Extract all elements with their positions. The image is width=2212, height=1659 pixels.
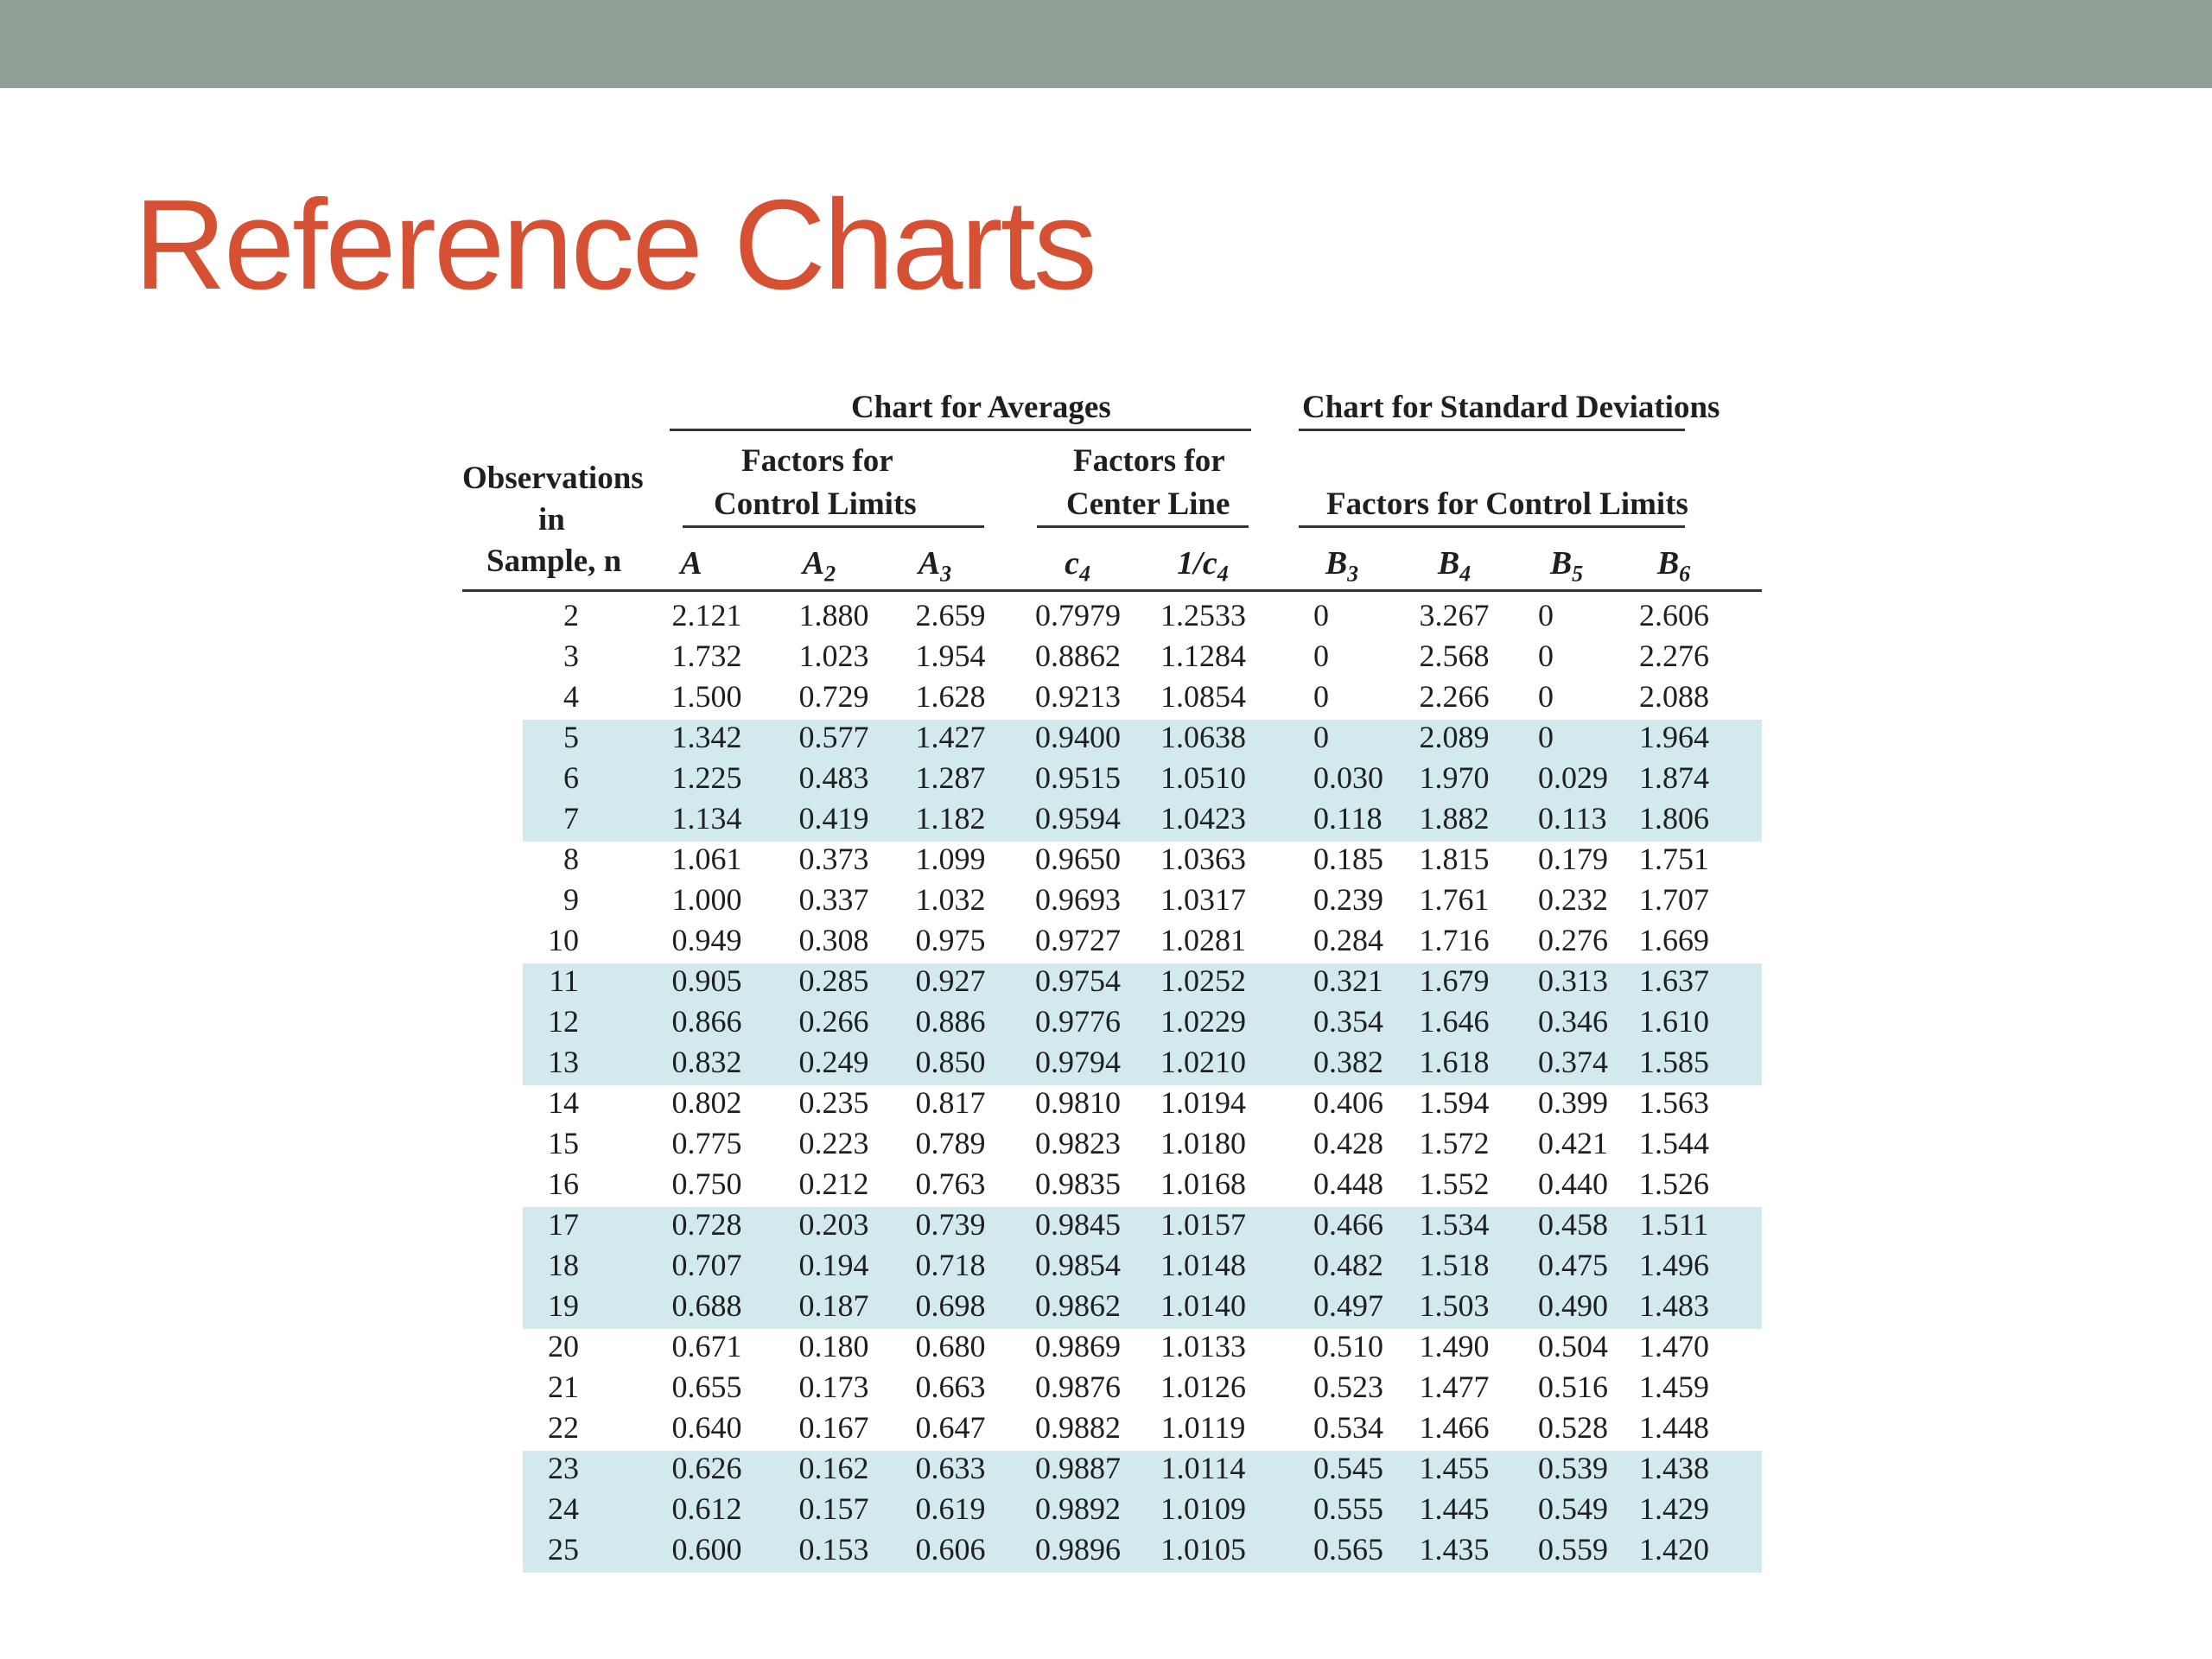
cell-A2: 0.577: [798, 720, 869, 754]
cell-B6: 1.874: [1639, 760, 1709, 795]
header-sample-n: Sample, n: [486, 543, 622, 579]
cell-n: 5: [563, 720, 579, 754]
cell-n: 9: [563, 882, 579, 917]
cell-B5: 0.029: [1538, 760, 1608, 795]
cell-B4: 1.572: [1419, 1126, 1490, 1160]
cell-A: 2.121: [671, 598, 742, 632]
cell-B5: 0.504: [1538, 1329, 1608, 1363]
cell-1-over-c4: 1.2533: [1160, 598, 1246, 632]
table-row: [462, 920, 1762, 961]
cell-1-over-c4: 1.0423: [1160, 801, 1246, 836]
cell-1-over-c4: 1.0133: [1160, 1329, 1246, 1363]
table-row: [462, 880, 1762, 920]
cell-A: 1.134: [671, 801, 742, 836]
cell-A3: 0.886: [915, 1004, 986, 1039]
colhead-B5: $B_5$: [1549, 545, 1584, 587]
cell-A2: 0.249: [798, 1045, 869, 1079]
cell-B5: 0.346: [1538, 1004, 1608, 1039]
cell-B3: 0: [1313, 720, 1329, 754]
cell-B3: 0.482: [1313, 1248, 1383, 1282]
cell-1-over-c4: 1.0126: [1160, 1370, 1246, 1404]
cell-B6: 1.496: [1639, 1248, 1709, 1282]
cell-A3: 0.647: [915, 1410, 986, 1445]
cell-B4: 2.568: [1419, 639, 1490, 673]
cell-A: 1.342: [671, 720, 742, 754]
cell-B3: 0.565: [1313, 1532, 1383, 1567]
cell-B4: 1.466: [1419, 1410, 1490, 1445]
table-row: [462, 717, 1762, 758]
cell-n: 3: [563, 639, 579, 673]
rule-control-limits: [683, 525, 984, 528]
cell-A3: 0.817: [915, 1085, 986, 1120]
cell-B3: 0.428: [1313, 1126, 1383, 1160]
cell-c4: 0.7979: [1035, 598, 1121, 632]
cell-B5: 0.490: [1538, 1288, 1608, 1323]
cell-B4: 2.089: [1419, 720, 1490, 754]
cell-B3: 0.497: [1313, 1288, 1383, 1323]
cell-c4: 0.9693: [1035, 882, 1121, 917]
table-row: [462, 1529, 1762, 1570]
cell-B4: 3.267: [1419, 598, 1490, 632]
cell-n: 2: [563, 598, 579, 632]
cell-A3: 0.606: [915, 1532, 986, 1567]
rule-factors-control-limits-std: [1299, 525, 1685, 528]
cell-A2: 0.235: [798, 1085, 869, 1120]
cell-B6: 2.088: [1639, 679, 1709, 714]
cell-A3: 0.619: [915, 1491, 986, 1526]
table-row: [462, 1001, 1762, 1042]
cell-1-over-c4: 1.0510: [1160, 760, 1246, 795]
cell-B3: 0.030: [1313, 760, 1383, 795]
cell-A: 0.612: [671, 1491, 742, 1526]
cell-A2: 0.203: [798, 1207, 869, 1242]
cell-B6: 1.637: [1639, 963, 1709, 998]
cell-n: 17: [548, 1207, 579, 1242]
cell-A3: 0.698: [915, 1288, 986, 1323]
cell-B5: 0.374: [1538, 1045, 1608, 1079]
header-factors-for-center: Factors for: [1073, 443, 1225, 479]
rule-stddev: [1299, 429, 1685, 431]
cell-n: 23: [548, 1451, 579, 1485]
cell-A2: 0.162: [798, 1451, 869, 1485]
table-row: [462, 1083, 1762, 1123]
cell-B5: 0.179: [1538, 842, 1608, 876]
cell-c4: 0.9794: [1035, 1045, 1121, 1079]
cell-B3: 0.555: [1313, 1491, 1383, 1526]
cell-c4: 0.9810: [1035, 1085, 1121, 1120]
cell-1-over-c4: 1.0157: [1160, 1207, 1246, 1242]
cell-A3: 1.099: [915, 842, 986, 876]
cell-c4: 0.9876: [1035, 1370, 1121, 1404]
cell-A2: 0.373: [798, 842, 869, 876]
header-chart-stddev: Chart for Standard Deviations: [1302, 390, 1720, 425]
table-row: [462, 798, 1762, 839]
cell-B6: 1.563: [1639, 1085, 1709, 1120]
cell-A2: 0.266: [798, 1004, 869, 1039]
cell-B4: 1.552: [1419, 1166, 1490, 1201]
header-observations: Observations: [462, 461, 644, 496]
table-row: [462, 1367, 1762, 1408]
cell-B3: 0.382: [1313, 1045, 1383, 1079]
cell-B4: 1.716: [1419, 923, 1490, 957]
cell-B5: 0: [1538, 720, 1554, 754]
table-row: [462, 961, 1762, 1001]
table-row: [462, 595, 1762, 636]
table-row: [462, 1042, 1762, 1083]
cell-A2: 0.212: [798, 1166, 869, 1201]
cell-B5: 0.232: [1538, 882, 1608, 917]
colhead-A: A: [680, 545, 702, 582]
cell-A: 1.061: [671, 842, 742, 876]
cell-A2: 0.194: [798, 1248, 869, 1282]
cell-n: 13: [548, 1045, 579, 1079]
cell-c4: 0.9727: [1035, 923, 1121, 957]
cell-A3: 1.954: [915, 639, 986, 673]
cell-1-over-c4: 1.0317: [1160, 882, 1246, 917]
cell-A: 0.728: [671, 1207, 742, 1242]
cell-B5: 0.421: [1538, 1126, 1608, 1160]
table-row: [462, 1205, 1762, 1245]
top-accent-bar: [0, 0, 2212, 88]
colhead-B4: $B_4$: [1437, 545, 1471, 587]
cell-c4: 0.9776: [1035, 1004, 1121, 1039]
cell-A3: 0.663: [915, 1370, 986, 1404]
cell-A: 0.750: [671, 1166, 742, 1201]
cell-B3: 0.185: [1313, 842, 1383, 876]
cell-B3: 0.510: [1313, 1329, 1383, 1363]
cell-B5: 0.528: [1538, 1410, 1608, 1445]
table-row: [462, 839, 1762, 880]
cell-n: 22: [548, 1410, 579, 1445]
table-row: [462, 1245, 1762, 1286]
cell-B3: 0.406: [1313, 1085, 1383, 1120]
cell-A2: 0.223: [798, 1126, 869, 1160]
cell-B4: 1.503: [1419, 1288, 1490, 1323]
cell-B5: 0.440: [1538, 1166, 1608, 1201]
header-control-limits: Control Limits: [714, 486, 917, 522]
cell-B4: 1.534: [1419, 1207, 1490, 1242]
cell-B6: 1.585: [1639, 1045, 1709, 1079]
cell-c4: 0.9882: [1035, 1410, 1121, 1445]
cell-B6: 2.606: [1639, 598, 1709, 632]
cell-c4: 0.9823: [1035, 1126, 1121, 1160]
cell-c4: 0.9862: [1035, 1288, 1121, 1323]
cell-A2: 0.285: [798, 963, 869, 998]
cell-A3: 0.633: [915, 1451, 986, 1485]
table-row: [462, 1286, 1762, 1326]
cell-A3: 0.927: [915, 963, 986, 998]
cell-n: 7: [563, 801, 579, 836]
cell-B4: 2.266: [1419, 679, 1490, 714]
cell-A3: 0.718: [915, 1248, 986, 1282]
cell-B3: 0.118: [1313, 801, 1382, 836]
cell-n: 8: [563, 842, 579, 876]
cell-A3: 1.427: [915, 720, 986, 754]
cell-A2: 1.023: [798, 639, 869, 673]
cell-A: 0.775: [671, 1126, 742, 1160]
cell-1-over-c4: 1.0229: [1160, 1004, 1246, 1039]
cell-B6: 1.429: [1639, 1491, 1709, 1526]
cell-n: 15: [548, 1126, 579, 1160]
cell-c4: 0.9887: [1035, 1451, 1121, 1485]
cell-A2: 0.167: [798, 1410, 869, 1445]
cell-B5: 0.549: [1538, 1491, 1608, 1526]
cell-n: 16: [548, 1166, 579, 1201]
cell-B6: 1.806: [1639, 801, 1709, 836]
cell-A2: 0.729: [798, 679, 869, 714]
cell-B6: 2.276: [1639, 639, 1709, 673]
cell-1-over-c4: 1.0252: [1160, 963, 1246, 998]
cell-B5: 0.113: [1538, 801, 1607, 836]
cell-n: 19: [548, 1288, 579, 1323]
cell-B3: 0.545: [1313, 1451, 1383, 1485]
cell-B5: 0.399: [1538, 1085, 1608, 1120]
colhead-c4: $c_4$: [1065, 545, 1090, 587]
cell-n: 21: [548, 1370, 579, 1404]
cell-A: 0.671: [671, 1329, 742, 1363]
colhead-B3: $B_3$: [1325, 545, 1359, 587]
cell-n: 12: [548, 1004, 579, 1039]
cell-A3: 1.287: [915, 760, 986, 795]
cell-c4: 0.9869: [1035, 1329, 1121, 1363]
cell-A: 0.707: [671, 1248, 742, 1282]
cell-B4: 1.455: [1419, 1451, 1490, 1485]
cell-c4: 0.9845: [1035, 1207, 1121, 1242]
cell-c4: 0.9835: [1035, 1166, 1121, 1201]
cell-A: 0.905: [671, 963, 742, 998]
cell-B4: 1.815: [1419, 842, 1490, 876]
cell-B5: 0.559: [1538, 1532, 1608, 1567]
cell-B4: 1.882: [1419, 801, 1490, 836]
cell-A3: 2.659: [915, 598, 986, 632]
colhead-1-over-c4: $1/c_4$: [1177, 545, 1229, 587]
cell-B3: 0.534: [1313, 1410, 1383, 1445]
table-row: [462, 1489, 1762, 1529]
cell-n: 14: [548, 1085, 579, 1120]
cell-B4: 1.970: [1419, 760, 1490, 795]
cell-c4: 0.9650: [1035, 842, 1121, 876]
cell-c4: 0.9892: [1035, 1491, 1121, 1526]
cell-B3: 0.448: [1313, 1166, 1383, 1201]
cell-B4: 1.477: [1419, 1370, 1490, 1404]
cell-B5: 0: [1538, 639, 1554, 673]
cell-B5: 0.313: [1538, 963, 1608, 998]
cell-B6: 1.526: [1639, 1166, 1709, 1201]
table-row: [462, 636, 1762, 677]
cell-A2: 0.180: [798, 1329, 869, 1363]
cell-B6: 1.483: [1639, 1288, 1709, 1323]
cell-B6: 1.964: [1639, 720, 1709, 754]
cell-B3: 0.466: [1313, 1207, 1383, 1242]
cell-c4: 0.9594: [1035, 801, 1121, 836]
cell-B4: 1.618: [1419, 1045, 1490, 1079]
cell-c4: 0.9896: [1035, 1532, 1121, 1567]
rule-header-bottom: [462, 589, 1762, 592]
cell-B6: 1.459: [1639, 1370, 1709, 1404]
cell-B6: 1.448: [1639, 1410, 1709, 1445]
table-row: [462, 758, 1762, 798]
cell-c4: 0.9213: [1035, 679, 1121, 714]
cell-A3: 0.850: [915, 1045, 986, 1079]
rule-averages: [670, 429, 1251, 431]
cell-n: 20: [548, 1329, 579, 1363]
cell-1-over-c4: 1.0194: [1160, 1085, 1246, 1120]
cell-A2: 0.173: [798, 1370, 869, 1404]
cell-n: 11: [549, 963, 579, 998]
cell-A: 0.832: [671, 1045, 742, 1079]
cell-1-over-c4: 1.0168: [1160, 1166, 1246, 1201]
header-center-line: Center Line: [1066, 486, 1230, 522]
cell-B4: 1.518: [1419, 1248, 1490, 1282]
cell-n: 25: [548, 1532, 579, 1567]
cell-A3: 0.680: [915, 1329, 986, 1363]
cell-B4: 1.761: [1419, 882, 1490, 917]
cell-B4: 1.679: [1419, 963, 1490, 998]
cell-B3: 0.354: [1313, 1004, 1383, 1039]
cell-1-over-c4: 1.0148: [1160, 1248, 1246, 1282]
cell-B6: 1.511: [1639, 1207, 1709, 1242]
cell-A: 0.626: [671, 1451, 742, 1485]
cell-B4: 1.490: [1419, 1329, 1490, 1363]
cell-1-over-c4: 1.0281: [1160, 923, 1246, 957]
cell-A2: 0.419: [798, 801, 869, 836]
cell-c4: 0.8862: [1035, 639, 1121, 673]
cell-A2: 0.157: [798, 1491, 869, 1526]
table-row: [462, 1123, 1762, 1164]
header-in: in: [538, 502, 565, 537]
cell-B3: 0.284: [1313, 923, 1383, 957]
cell-1-over-c4: 1.0210: [1160, 1045, 1246, 1079]
cell-A2: 1.880: [798, 598, 869, 632]
cell-n: 18: [548, 1248, 579, 1282]
cell-1-over-c4: 1.0105: [1160, 1532, 1246, 1567]
cell-A: 1.732: [671, 639, 742, 673]
cell-B5: 0.475: [1538, 1248, 1608, 1282]
cell-1-over-c4: 1.0638: [1160, 720, 1246, 754]
cell-B3: 0: [1313, 639, 1329, 673]
rule-center-line: [1037, 525, 1249, 528]
cell-A3: 1.182: [915, 801, 986, 836]
cell-A: 0.802: [671, 1085, 742, 1120]
cell-A3: 0.975: [915, 923, 986, 957]
cell-A2: 0.483: [798, 760, 869, 795]
cell-A3: 1.628: [915, 679, 986, 714]
cell-1-over-c4: 1.0854: [1160, 679, 1246, 714]
cell-A2: 0.153: [798, 1532, 869, 1567]
cell-B3: 0: [1313, 598, 1329, 632]
cell-B6: 1.610: [1639, 1004, 1709, 1039]
cell-B3: 0.239: [1313, 882, 1383, 917]
cell-B4: 1.594: [1419, 1085, 1490, 1120]
cell-B6: 1.751: [1639, 842, 1709, 876]
cell-A2: 0.337: [798, 882, 869, 917]
cell-c4: 0.9515: [1035, 760, 1121, 795]
cell-B3: 0.523: [1313, 1370, 1383, 1404]
cell-A: 1.225: [671, 760, 742, 795]
cell-n: 6: [563, 760, 579, 795]
cell-n: 4: [563, 679, 579, 714]
cell-B5: 0.458: [1538, 1207, 1608, 1242]
header-chart-averages: Chart for Averages: [851, 390, 1111, 425]
table-row: [462, 1448, 1762, 1489]
header-factors-for-control: Factors for: [741, 443, 893, 479]
cell-B5: 0: [1538, 679, 1554, 714]
cell-B4: 1.435: [1419, 1532, 1490, 1567]
cell-A3: 0.789: [915, 1126, 986, 1160]
cell-c4: 0.9854: [1035, 1248, 1121, 1282]
cell-B5: 0.516: [1538, 1370, 1608, 1404]
cell-A: 0.655: [671, 1370, 742, 1404]
cell-c4: 0.9400: [1035, 720, 1121, 754]
cell-B6: 1.669: [1639, 923, 1709, 957]
table-row: [462, 1326, 1762, 1367]
cell-1-over-c4: 1.0109: [1160, 1491, 1246, 1526]
cell-A: 1.500: [671, 679, 742, 714]
cell-A: 0.640: [671, 1410, 742, 1445]
cell-A: 1.000: [671, 882, 742, 917]
cell-B6: 1.420: [1639, 1532, 1709, 1567]
cell-n: 24: [548, 1491, 579, 1526]
cell-1-over-c4: 1.0114: [1160, 1451, 1246, 1485]
table-row: [462, 1164, 1762, 1205]
cell-B6: 1.544: [1639, 1126, 1709, 1160]
control-chart-factors-table: [462, 380, 1762, 1573]
cell-B5: 0.276: [1538, 923, 1608, 957]
cell-A: 0.949: [671, 923, 742, 957]
cell-B6: 1.470: [1639, 1329, 1709, 1363]
cell-B4: 1.445: [1419, 1491, 1490, 1526]
cell-1-over-c4: 1.0363: [1160, 842, 1246, 876]
cell-B4: 1.646: [1419, 1004, 1490, 1039]
cell-B5: 0: [1538, 598, 1554, 632]
cell-B6: 1.438: [1639, 1451, 1709, 1485]
cell-1-over-c4: 1.0119: [1160, 1410, 1246, 1445]
cell-1-over-c4: 1.0180: [1160, 1126, 1246, 1160]
cell-A: 0.866: [671, 1004, 742, 1039]
colhead-A3: $A_3$: [918, 545, 952, 587]
colhead-A2: $A_2$: [802, 545, 836, 587]
cell-A2: 0.308: [798, 923, 869, 957]
cell-B5: 0.539: [1538, 1451, 1608, 1485]
cell-B6: 1.707: [1639, 882, 1709, 917]
cell-A: 0.600: [671, 1532, 742, 1567]
cell-A3: 0.739: [915, 1207, 986, 1242]
table-row: [462, 1408, 1762, 1448]
cell-A: 0.688: [671, 1288, 742, 1323]
cell-n: 10: [548, 923, 579, 957]
cell-A3: 0.763: [915, 1166, 986, 1201]
cell-1-over-c4: 1.0140: [1160, 1288, 1246, 1323]
cell-B3: 0: [1313, 679, 1329, 714]
cell-1-over-c4: 1.1284: [1160, 639, 1246, 673]
cell-B3: 0.321: [1313, 963, 1383, 998]
cell-A3: 1.032: [915, 882, 986, 917]
table-row: [462, 677, 1762, 717]
header-factors-control-limits-std: Factors for Control Limits: [1326, 486, 1688, 522]
cell-A2: 0.187: [798, 1288, 869, 1323]
cell-c4: 0.9754: [1035, 963, 1121, 998]
colhead-B6: $B_6$: [1656, 545, 1691, 587]
slide-title: Reference Charts: [134, 174, 1095, 316]
